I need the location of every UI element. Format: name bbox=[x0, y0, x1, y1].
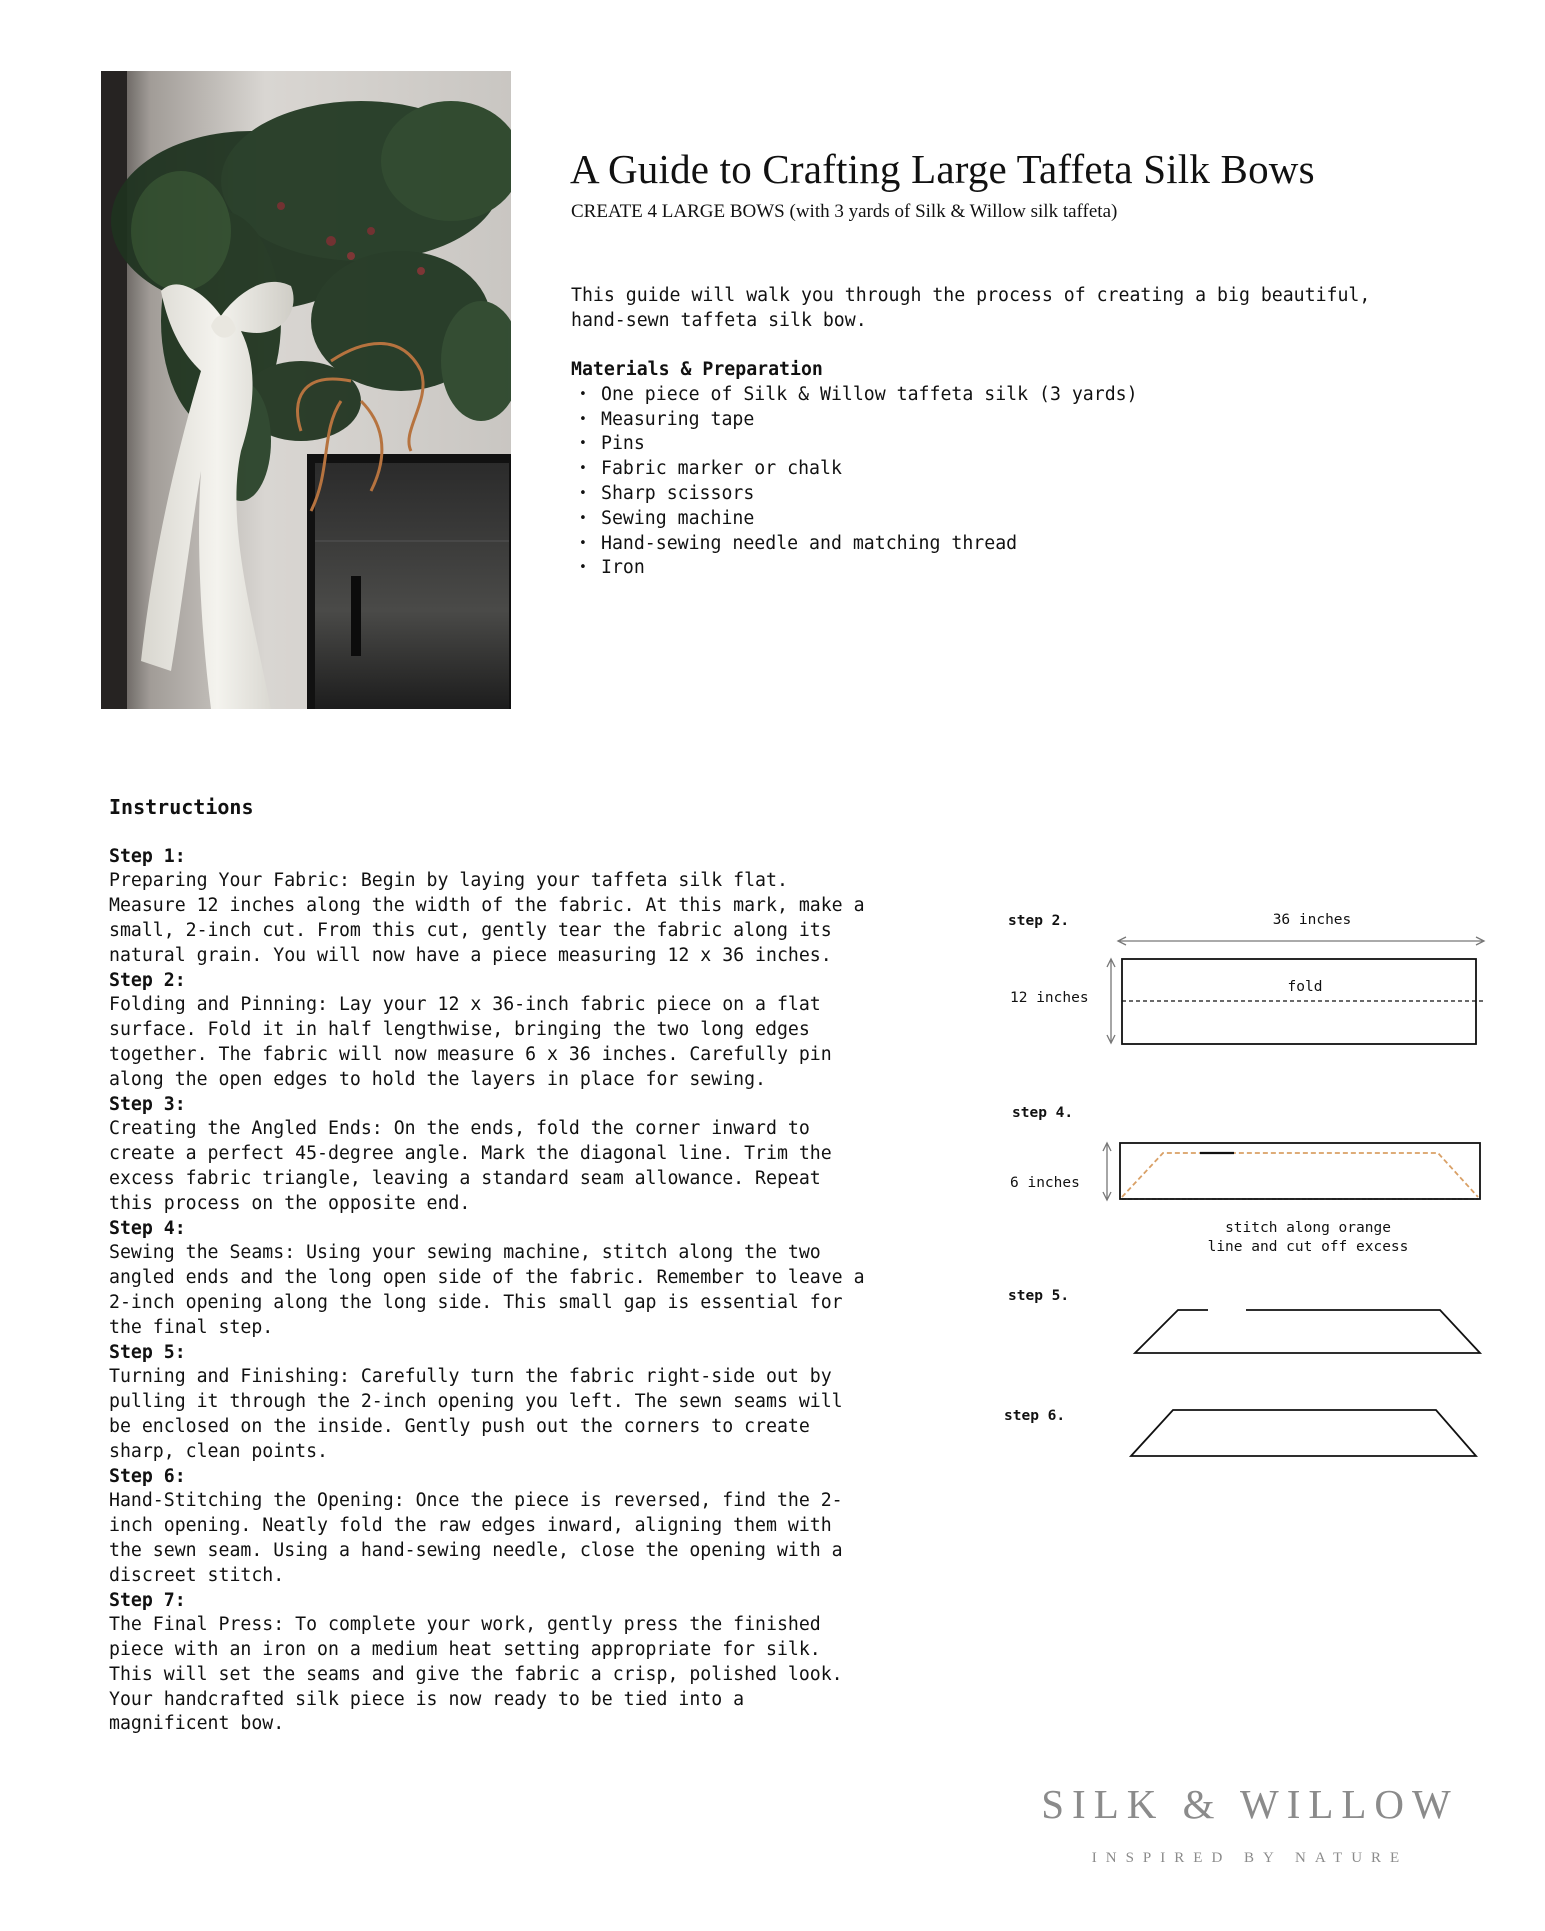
width-label: 36 inches bbox=[1272, 912, 1352, 928]
step-4 bbox=[109, 1217, 869, 1341]
step-label: Step 3: bbox=[109, 1093, 186, 1115]
step-label: Step 1: bbox=[109, 845, 186, 867]
step-6 bbox=[109, 1465, 869, 1589]
list-item: • Hand-sewing needle and matching thread bbox=[571, 532, 1471, 557]
list-item: • Pins bbox=[571, 432, 1471, 457]
list-item: • Measuring tape bbox=[571, 408, 1471, 433]
step-text: Hand-Stitching the Opening: Once the piece is reversed, find the 2-inch opening. Neatly fold the raw edges inward, aligning them with the sewn seam. Using a hand-sewing needle, close the opening with a discreet stitch. bbox=[109, 1490, 843, 1586]
instructions-section bbox=[109, 795, 869, 1737]
materials-section bbox=[571, 358, 1471, 581]
list-item: • Iron bbox=[571, 556, 1471, 581]
height-label-6: 6 inches bbox=[1010, 1175, 1080, 1191]
step-5-label: step 5. bbox=[1008, 1288, 1070, 1304]
step-text: Turning and Finishing: Carefully turn the fabric right-side out by pulling it through the 2-inch opening you left. The sewn seams will be enclosed on the inside. Gently push out the corners to create sharp, clean points. bbox=[109, 1366, 843, 1462]
stitch-line bbox=[1122, 1153, 1478, 1197]
step-label: Step 4: bbox=[109, 1217, 186, 1239]
stitch-note-2: line and cut off excess bbox=[1207, 1239, 1409, 1255]
brand-logo bbox=[1040, 1780, 1460, 1867]
sewing-diagram bbox=[990, 895, 1510, 1475]
step-label: Step 5: bbox=[109, 1341, 186, 1363]
step-text: Folding and Pinning: Lay your 12 x 36-inch fabric piece on a flat surface. Fold it in half lengthwise, bringing the two long edges together. The fabric will now measure 6 x 36 inches. Carefully pin along the open edges to hold the layers in place for sewing. bbox=[109, 994, 832, 1090]
step-text: Preparing Your Fabric: Begin by laying your taffeta silk flat. Measure 12 inches along the width of the fabric. At this mark, make a small, 2-inch cut. From this cut, gently tear the fabric along its natural grain. You will now have a piece measuring 12 x 36 inches. bbox=[109, 870, 865, 966]
diagram-svg bbox=[990, 895, 1510, 1475]
page-title: A Guide to Crafting Large Taffeta Silk Bows bbox=[570, 146, 1315, 192]
step-1 bbox=[109, 845, 869, 969]
turned-fabric-shape bbox=[1135, 1310, 1480, 1353]
list-item: • One piece of Silk & Willow taffeta silk (3 yards) bbox=[571, 383, 1471, 408]
step-label: Step 7: bbox=[109, 1589, 186, 1611]
logo-tagline: INSPIRED BY NATURE bbox=[1091, 1850, 1409, 1866]
finished-fabric-shape bbox=[1131, 1410, 1476, 1456]
step-7 bbox=[109, 1589, 869, 1738]
step-3 bbox=[109, 1093, 869, 1217]
materials-heading: Materials & Preparation bbox=[571, 359, 823, 380]
height-label: 12 inches bbox=[1010, 990, 1089, 1006]
folded-fabric-rect bbox=[1120, 1143, 1480, 1199]
instructions-heading: Instructions bbox=[109, 795, 254, 819]
wreath-bow-image bbox=[101, 71, 511, 709]
hero-photo bbox=[101, 71, 511, 709]
step-4-label: step 4. bbox=[1012, 1105, 1074, 1121]
step-label: Step 6: bbox=[109, 1465, 186, 1487]
page-subtitle: CREATE 4 LARGE BOWS (with 3 yards of Silk & Willow silk taffeta) bbox=[571, 201, 1118, 222]
step-text: The Final Press: To complete your work, gently press the finished piece with an iron on a medium heat setting appropriate for silk. This will set the seams and give the fabric a crisp, polished look. Your handcrafted silk piece is now ready to be tied into a magnificent bow. bbox=[109, 1614, 843, 1735]
fold-label: fold bbox=[1287, 979, 1323, 995]
materials-list bbox=[571, 383, 1471, 581]
step-2 bbox=[109, 969, 869, 1093]
list-item: • Sewing machine bbox=[571, 507, 1471, 532]
step-text: Creating the Angled Ends: On the ends, fold the corner inward to create a perfect 45-degree angle. Mark the diagonal line. Trim the excess fabric triangle, leaving a standard seam allowance. Repeat this process on the opposite end. bbox=[109, 1118, 832, 1214]
step-5 bbox=[109, 1341, 869, 1465]
stitch-note-1: stitch along orange bbox=[1225, 1220, 1391, 1236]
list-item: • Sharp scissors bbox=[571, 482, 1471, 507]
list-item: • Fabric marker or chalk bbox=[571, 457, 1471, 482]
intro-text: This guide will walk you through the process of creating a big beautiful, hand-sewn taffeta silk bow. bbox=[571, 285, 1371, 331]
step-label: Step 2: bbox=[109, 969, 186, 991]
step-text: Sewing the Seams: Using your sewing machine, stitch along the two angled ends and the long open side of the fabric. Remember to leave a 2-inch opening along the long side. This small gap is essential for the final step. bbox=[109, 1242, 865, 1338]
step-6-label: step 6. bbox=[1004, 1408, 1066, 1424]
logo-wordmark: SILK & WILLOW bbox=[1041, 1781, 1459, 1827]
step-2-label: step 2. bbox=[1008, 913, 1070, 929]
